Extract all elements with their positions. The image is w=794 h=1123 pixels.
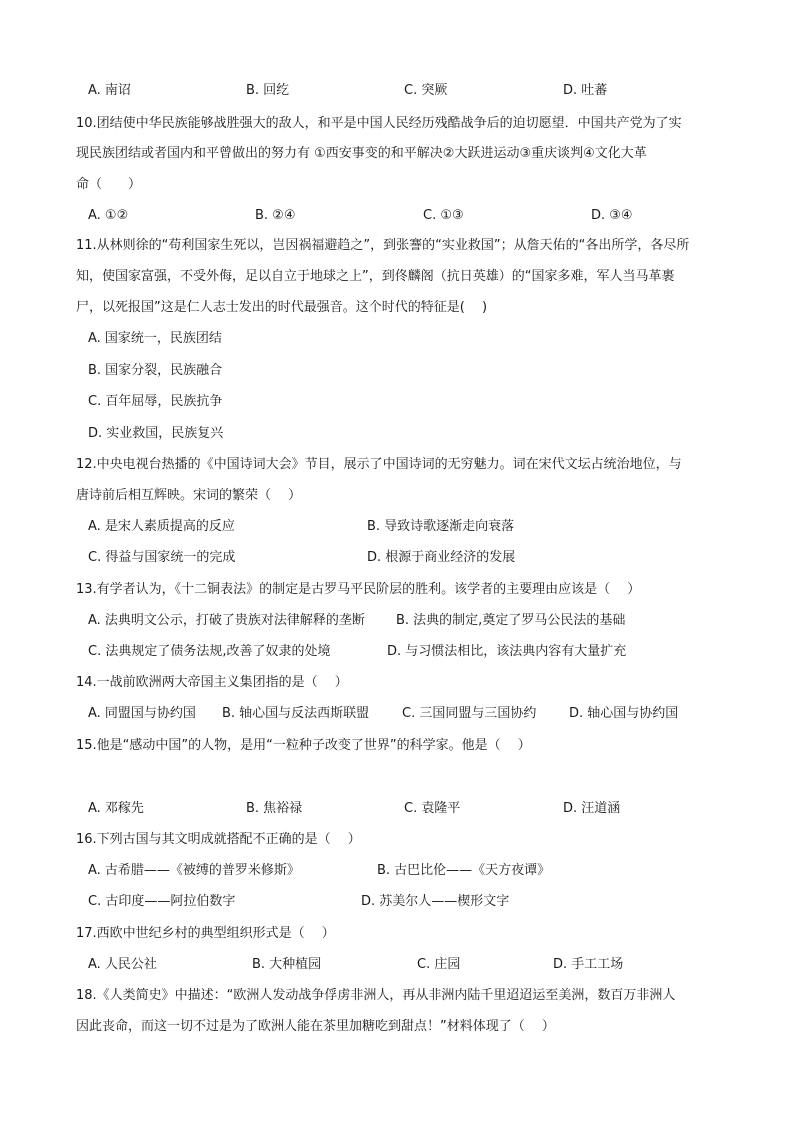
q9-option-b: B. 回纥 xyxy=(246,83,290,98)
q12-option-a: A. 是宋人素质提高的反应 xyxy=(88,519,235,534)
q18-stem-line-1: 18.《人类简史》中描述：“欧洲人发动战争俘虏非洲人，再从非洲内陆千里迢迢运至美洲，数百万非洲人 xyxy=(76,988,676,1003)
q11-stem-line-1: 11.从林则徐的“苟利国家生死以，岂因祸福避趋之”，到张謇的“实业救国”；从詹天佑的“各出所学，各尽所 xyxy=(76,238,690,253)
q13-option-d: D. 与习惯法相比，该法典内容有大量扩充 xyxy=(387,644,627,659)
q16-option-d: D. 苏美尔人——楔形文字 xyxy=(361,894,510,909)
q10-stem-line-3: 命（ ） xyxy=(76,177,142,192)
q17-option-d: D. 手工工场 xyxy=(553,957,624,972)
q12-option-d: D. 根源于商业经济的发展 xyxy=(367,550,516,565)
q14-stem-line-1: 14.一战前欧洲两大帝国主义集团指的是（ ） xyxy=(76,675,348,690)
q13-option-b: B. 法典的制定,奠定了罗马公民法的基础 xyxy=(396,613,626,628)
q11-option-b: B. 国家分裂，民族融合 xyxy=(88,363,223,378)
q11-option-c: C. 百年屈辱，民族抗争 xyxy=(88,394,223,409)
q15-stem-line-1: 15.他是“感动中国”的人物，是用“一粒种子改变了世界”的科学家。他是（ ） xyxy=(76,738,531,753)
q17-option-c: C. 庄园 xyxy=(417,957,461,972)
q15-option-a: A. 邓稼先 xyxy=(88,801,144,816)
q10-stem-line-2: 现民族团结或者国内和平曾做出的努力有 ①西安事变的和平解决②大跃进运动③重庆谈判④文化大革 xyxy=(76,146,647,161)
q16-stem-line-1: 16.下列古国与其文明成就搭配不正确的是（ ） xyxy=(76,832,361,847)
q16-option-c: C. 古印度——阿拉伯数字 xyxy=(88,894,236,909)
q12-option-c: C. 得益与国家统一的完成 xyxy=(88,550,236,565)
q11-stem-line-2: 知，使国家富强，不受外侮，足以自立于地球之上”，到佟麟阁（抗日英雄）的“国家多难，军人当马革裹 xyxy=(76,269,675,284)
q12-stem-line-1: 12.中央电视台热播的《中国诗词大会》节目，展示了中国诗词的无穷魅力。词在宋代文坛占统治地位，与 xyxy=(76,457,682,472)
q11-option-d: D. 实业救国，民族复兴 xyxy=(88,426,224,441)
q16-option-a: A. 古希腊——《被缚的普罗米修斯》 xyxy=(88,863,300,878)
q15-option-d: D. 汪道涵 xyxy=(563,801,621,816)
q18-stem-line-2: 因此丧命，而这一切不过是为了欧洲人能在茶里加糖吃到甜点！”材料体现了（ ） xyxy=(76,1019,555,1034)
q14-option-a: A. 同盟国与协约国 xyxy=(88,706,196,721)
q17-option-a: A. 人民公社 xyxy=(88,957,157,972)
q17-option-b: B. 大种植园 xyxy=(252,957,322,972)
q10-option-a: A. ①② xyxy=(88,208,129,223)
q10-option-c: C. ①③ xyxy=(423,208,464,223)
q9-option-d: D. 吐蕃 xyxy=(563,83,608,98)
q10-option-b: B. ②④ xyxy=(255,208,296,223)
q13-option-a: A. 法典明文公示，打破了贵族对法律解释的垄断 xyxy=(88,613,365,628)
q16-option-b: B. 古巴比伦——《天方夜谭》 xyxy=(377,863,551,878)
q14-option-d: D. 轴心国与协约国 xyxy=(569,706,679,721)
q12-stem-line-2: 唐诗前后相互辉映。宋词的繁荣（ ） xyxy=(76,488,302,503)
q9-option-a: A. 南诏 xyxy=(88,83,131,98)
q9-option-c: C. 突厥 xyxy=(404,83,448,98)
q17-stem-line-1: 17.西欧中世纪乡村的典型组织形式是（ ） xyxy=(76,926,335,941)
q11-option-a: A. 国家统一，民族团结 xyxy=(88,331,222,346)
q11-stem-line-3: 尸，以死报国”这是仁人志士发出的时代最强音。这个时代的特征是( ) xyxy=(76,300,488,315)
q14-option-b: B. 轴心国与反法西斯联盟 xyxy=(222,706,370,721)
q12-option-b: B. 导致诗歌逐渐走向衰落 xyxy=(367,519,515,534)
q14-option-c: C. 三国同盟与三国协约 xyxy=(402,706,537,721)
q15-option-b: B. 焦裕禄 xyxy=(246,801,303,816)
q10-option-d: D. ③④ xyxy=(591,208,633,223)
q10-stem-line-1: 10.团结使中华民族能够战胜强大的敌人，和平是中国人民经历残酷战争后的迫切愿望．中国共产党为了实 xyxy=(76,116,682,131)
q13-stem-line-1: 13.有学者认为，《十二铜表法》的制定是古罗马平民阶层的胜利。该学者的主要理由应该是（ ） xyxy=(76,582,641,597)
q15-option-c: C. 袁隆平 xyxy=(404,801,461,816)
q13-option-c: C. 法典规定了债务法规,改善了奴隶的处境 xyxy=(88,644,331,659)
